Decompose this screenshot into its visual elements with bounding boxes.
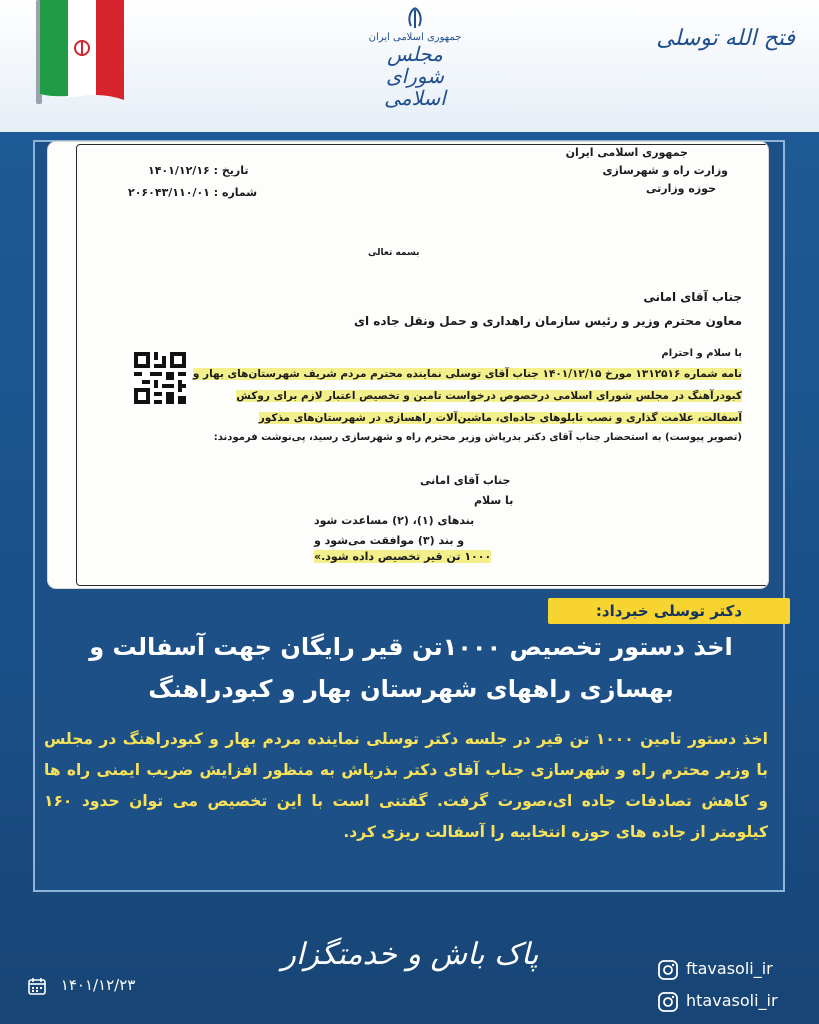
note-line-1: بندهای (۱)، (۲) مساعدت شود bbox=[314, 514, 475, 527]
social-handle-2-text: htavasoli_ir bbox=[686, 991, 778, 1010]
letter-document bbox=[48, 142, 768, 588]
qr-code-icon bbox=[134, 352, 186, 404]
letter-number-value: ۲۰۶۰۴۳/۱۱۰/۰۱ bbox=[128, 186, 210, 199]
note-line-2: و بند (۳) موافقت می‌شود و bbox=[314, 534, 465, 547]
letter-date-value: ۱۴۰۱/۱۲/۱۶ bbox=[148, 164, 210, 177]
letter-paragraph-line-3 bbox=[259, 412, 742, 424]
date-text: ۱۴۰۱/۱۲/۲۳ bbox=[60, 976, 136, 994]
note-line-3-text: ۱۰۰۰ تن قیر تخصیص داده شود.» bbox=[314, 550, 492, 563]
letter-addressee: جناب آقای امانی bbox=[643, 290, 742, 304]
letter-paragraph-line-2-text: کبودرآهنگ در مجلس شورای اسلامی درخصوص درخواست تامین و تخصیص اعتبار لازم برای روکش bbox=[236, 390, 742, 402]
header bbox=[0, 0, 819, 132]
letter-date bbox=[148, 164, 248, 177]
headline-line-2: بهسازی راههای شهرستان بهار و کبودراهنگ bbox=[148, 675, 674, 703]
letter-paragraph-line-4: (تصویر پیوست) به استحضار جناب آقای دکتر بذرپاش وزیر محترم راه و شهرسازی رسید، پی‌نوشت فرمودند: bbox=[213, 432, 742, 443]
news-body: اخذ دستور تامین ۱۰۰۰ تن قیر در جلسه دکتر توسلی نماینده مردم بهار و کبودراهنگ در مجلس با وزیر محترم راه و شهرسازی جناب آقای دکتر بذرپاش به منظور افزایش ضریب ایمنی راه ها و کاهش تصادفات جاده ای،صورت گرفت. گفتنی است با این تخصیص می توان حدود ۱۶۰ کیلومتر از جاده های حوزه انتخابیه را آسفالت ریزی کرد. bbox=[44, 730, 768, 841]
social-handle-1-text: ftavasoli_ir bbox=[686, 959, 773, 978]
date bbox=[28, 974, 135, 996]
parliament-logo bbox=[360, 6, 470, 114]
letter-paragraph-line-3-text: آسفالت، علامت گذاری و نصب تابلوهای جاده‌ای، ماشین‌آلات راهسازی در شهرستان‌های مذکور bbox=[258, 412, 742, 424]
letter-greeting: با سلام و احترام bbox=[661, 348, 742, 359]
headline-line-1: اخذ دستور تخصیص ۱۰۰۰تن قیر رایگان جهت آسفالت و bbox=[89, 633, 733, 661]
emblem-subtitle: جمهوری اسلامی ایران bbox=[368, 32, 462, 43]
headline bbox=[52, 626, 770, 710]
instagram-icon bbox=[658, 992, 678, 1012]
motto: پاک باش و خدمتگزار bbox=[281, 937, 539, 972]
letter-office: حوزه وزارتی bbox=[645, 182, 716, 195]
source-label: دکتر توسلی خبرداد: bbox=[548, 598, 790, 624]
emblem-title: مجلس شورای اسلامی bbox=[384, 42, 446, 110]
letter-addressee-title: معاون محترم وزیر و رئیس سازمان راهداری و حمل ونقل جاده ای bbox=[353, 314, 742, 328]
letter-paragraph-line-2 bbox=[236, 390, 742, 402]
letter-paragraph-line-1 bbox=[193, 368, 742, 380]
letter-ministry: وزارت راه و شهرسازی bbox=[602, 164, 728, 177]
letter-number bbox=[128, 186, 257, 199]
instagram-icon bbox=[658, 960, 678, 980]
iran-flag-icon bbox=[40, 0, 124, 100]
social-handle-1[interactable] bbox=[658, 956, 773, 982]
letter-country: جمهوری اسلامی ایران bbox=[565, 146, 688, 159]
calendar-icon bbox=[28, 977, 46, 995]
letter-bismillah: بسمه تعالی bbox=[368, 248, 420, 258]
social-handle-2[interactable] bbox=[658, 988, 778, 1014]
note-line-3 bbox=[314, 550, 491, 563]
letter-number-label: شماره : bbox=[213, 186, 258, 199]
note-addressee: جناب آقای امانی bbox=[420, 474, 511, 487]
parliament-emblem-icon bbox=[404, 6, 426, 30]
signature: فتح الله توسلی bbox=[656, 26, 795, 51]
note-greeting: با سلام bbox=[474, 494, 514, 507]
letter-date-label: تاریخ : bbox=[213, 164, 249, 177]
letter-paragraph-line-1-text: نامه شماره ۱۳۱۲۵۱۶ مورخ ۱۴۰۱/۱۲/۱۵ جناب آقای توسلی نماینده محترم مردم شریف شهرستان‌های بهار و bbox=[192, 368, 742, 380]
